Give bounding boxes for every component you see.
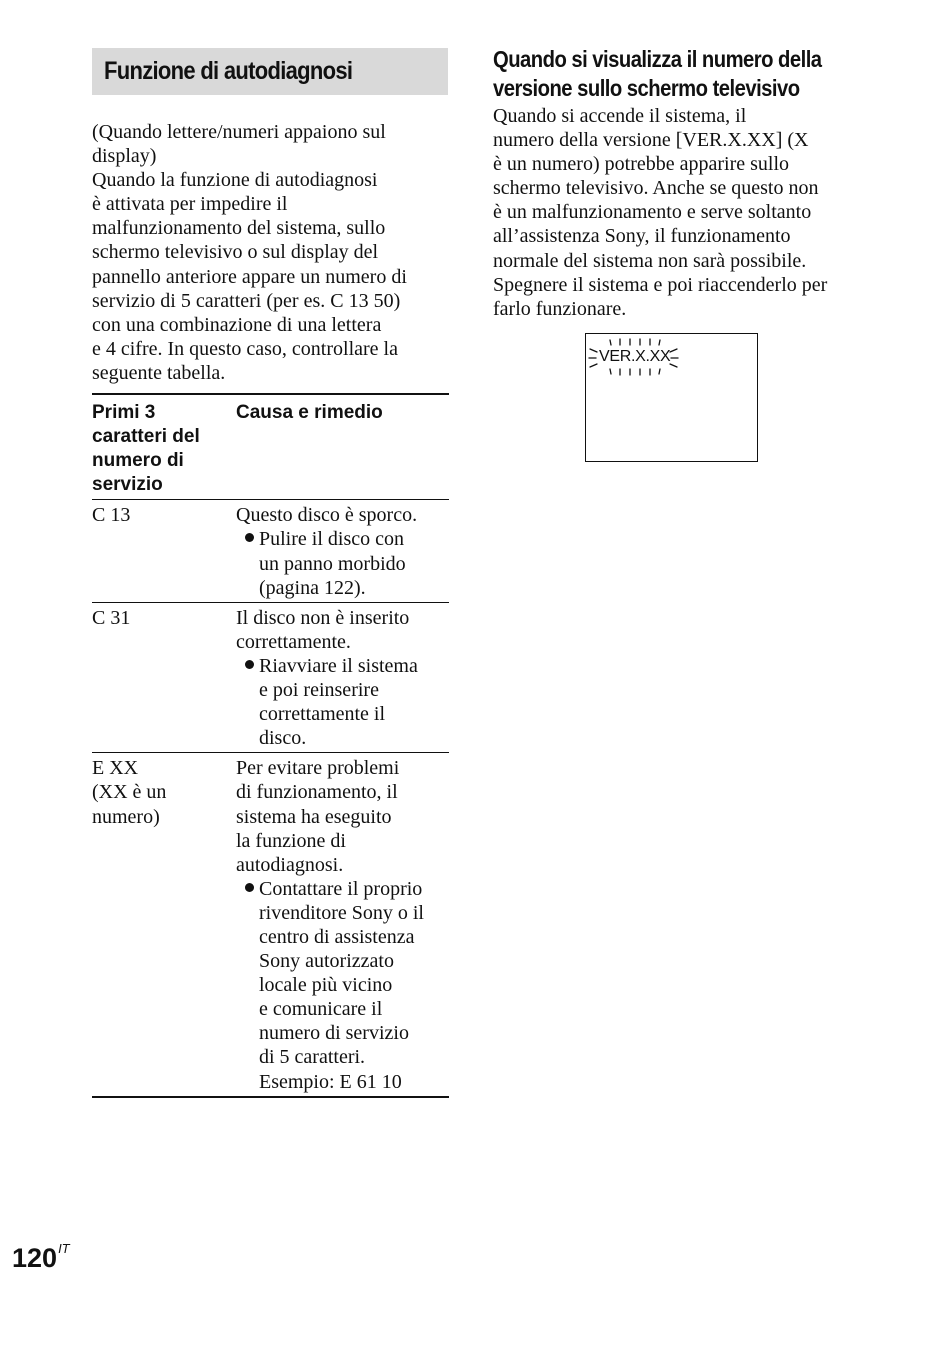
version-section-title <box>493 45 863 102</box>
cause-cell <box>236 756 449 1093</box>
section-title: Funzione di autodiagnosi <box>104 57 353 85</box>
bullet-icon <box>245 533 254 542</box>
remedy-line: centro di assistenza <box>259 925 415 948</box>
page-language-suffix: IT <box>58 1241 70 1256</box>
remedy-line: rivenditore Sony o il <box>259 901 424 924</box>
code-cell <box>92 606 236 751</box>
page-number-value: 120 <box>12 1243 58 1273</box>
cause-line: Per evitare problemi <box>236 757 400 780</box>
cause-line: di funzionamento, il <box>236 781 398 804</box>
version-text-line: Quando si accende il sistema, il <box>493 105 747 127</box>
cause-line: la funzione di <box>236 829 346 852</box>
version-text-line: Spegnere il sistema e poi riaccenderlo per <box>493 273 828 296</box>
table-header <box>92 395 449 500</box>
remedy-item <box>236 527 449 599</box>
cause-line: Il disco non è inserito <box>236 606 410 629</box>
intro-line: Quando la funzione di autodiagnosi <box>92 169 378 192</box>
intro-line: display) <box>92 145 157 168</box>
header-line: servizio <box>92 474 163 496</box>
diagnosis-table <box>92 393 449 1098</box>
page-number <box>12 1243 70 1274</box>
cause-line: Questo disco è sporco. <box>236 504 418 527</box>
remedy-line: disco. <box>259 727 307 750</box>
remedy-line: e comunicare il <box>259 998 383 1021</box>
remedy-line: Sony autorizzato <box>259 950 394 973</box>
remedy-line: correttamente il <box>259 703 386 726</box>
remedy-item <box>236 877 449 1094</box>
code-line: numero) <box>92 805 160 828</box>
header-code-column <box>92 401 236 497</box>
code-cell <box>92 756 236 1093</box>
remedy-line: e poi reinserire <box>259 679 379 702</box>
intro-line: schermo televisivo o sul display del <box>92 241 379 264</box>
version-text-line: schermo televisivo. Anche se questo non <box>493 177 819 200</box>
version-text-line: è un numero) potrebbe apparire sullo <box>493 153 790 176</box>
code-line: C 31 <box>92 606 131 629</box>
cause-cell <box>236 606 449 751</box>
remedy-line: (pagina 122). <box>259 576 366 599</box>
version-text-line: farlo funzionare. <box>493 297 627 320</box>
version-paragraph <box>493 104 873 321</box>
header-line: Primi 3 <box>92 402 156 423</box>
bullet-icon <box>245 660 254 669</box>
remedy-line: Esempio: E 61 10 <box>259 1070 402 1093</box>
remedy-line: un panno morbido <box>259 552 406 575</box>
version-text-line: numero della versione [VER.X.XX] (X <box>493 129 809 152</box>
version-text-line: all’assistenza Sony, il funzionamento <box>493 225 791 248</box>
intro-paragraph <box>92 120 450 385</box>
remedy-line: Riavviare il sistema <box>259 654 418 677</box>
tv-version-label: VER.X.XX <box>599 348 671 365</box>
code-cell <box>92 503 236 599</box>
version-title-line: versione sullo schermo televisivo <box>493 74 800 101</box>
remedy-line: Pulire il disco con <box>259 528 404 551</box>
table-row <box>92 500 449 602</box>
header-line: numero di <box>92 450 184 472</box>
version-text-line: è un malfunzionamento e serve soltanto <box>493 201 812 224</box>
cause-line: sistema ha eseguito <box>236 805 392 828</box>
remedy-line: numero di servizio <box>259 1022 409 1045</box>
intro-line: e 4 cifre. In questo caso, controllare la <box>92 337 398 360</box>
intro-line: è attivata per impedire il <box>92 193 288 216</box>
header-line: caratteri del <box>92 426 200 448</box>
table-row <box>92 753 449 1097</box>
version-title-line: Quando si visualizza il numero della <box>493 46 822 72</box>
intro-line: seguente tabella. <box>92 361 226 384</box>
cause-cell <box>236 503 449 599</box>
cause-line: autodiagnosi. <box>236 853 344 876</box>
intro-line: pannello anteriore appare un numero di <box>92 265 407 288</box>
section-title-box <box>92 48 448 95</box>
intro-line: con una combinazione di una lettera <box>92 313 382 336</box>
bullet-icon <box>245 883 254 892</box>
remedy-item <box>236 654 449 750</box>
remedy-line: locale più vicino <box>259 974 393 997</box>
header-cause-column: Causa e rimedio <box>236 402 383 423</box>
remedy-line: Contattare il proprio <box>259 877 423 900</box>
intro-line: (Quando lettere/numeri appaiono sul <box>92 121 386 143</box>
cause-line: correttamente. <box>236 630 351 653</box>
remedy-line: di 5 caratteri. <box>259 1046 366 1069</box>
code-line: E XX <box>92 757 139 780</box>
intro-line: malfunzionamento del sistema, sullo <box>92 217 386 240</box>
code-line: (XX è un <box>92 781 167 804</box>
code-line: C 13 <box>92 504 131 527</box>
intro-line: servizio di 5 caratteri (per es. C 13 50) <box>92 289 401 312</box>
version-text-line: normale del sistema non sarà possibile. <box>493 249 807 272</box>
tv-screen-illustration <box>585 333 758 462</box>
table-row <box>92 603 449 754</box>
